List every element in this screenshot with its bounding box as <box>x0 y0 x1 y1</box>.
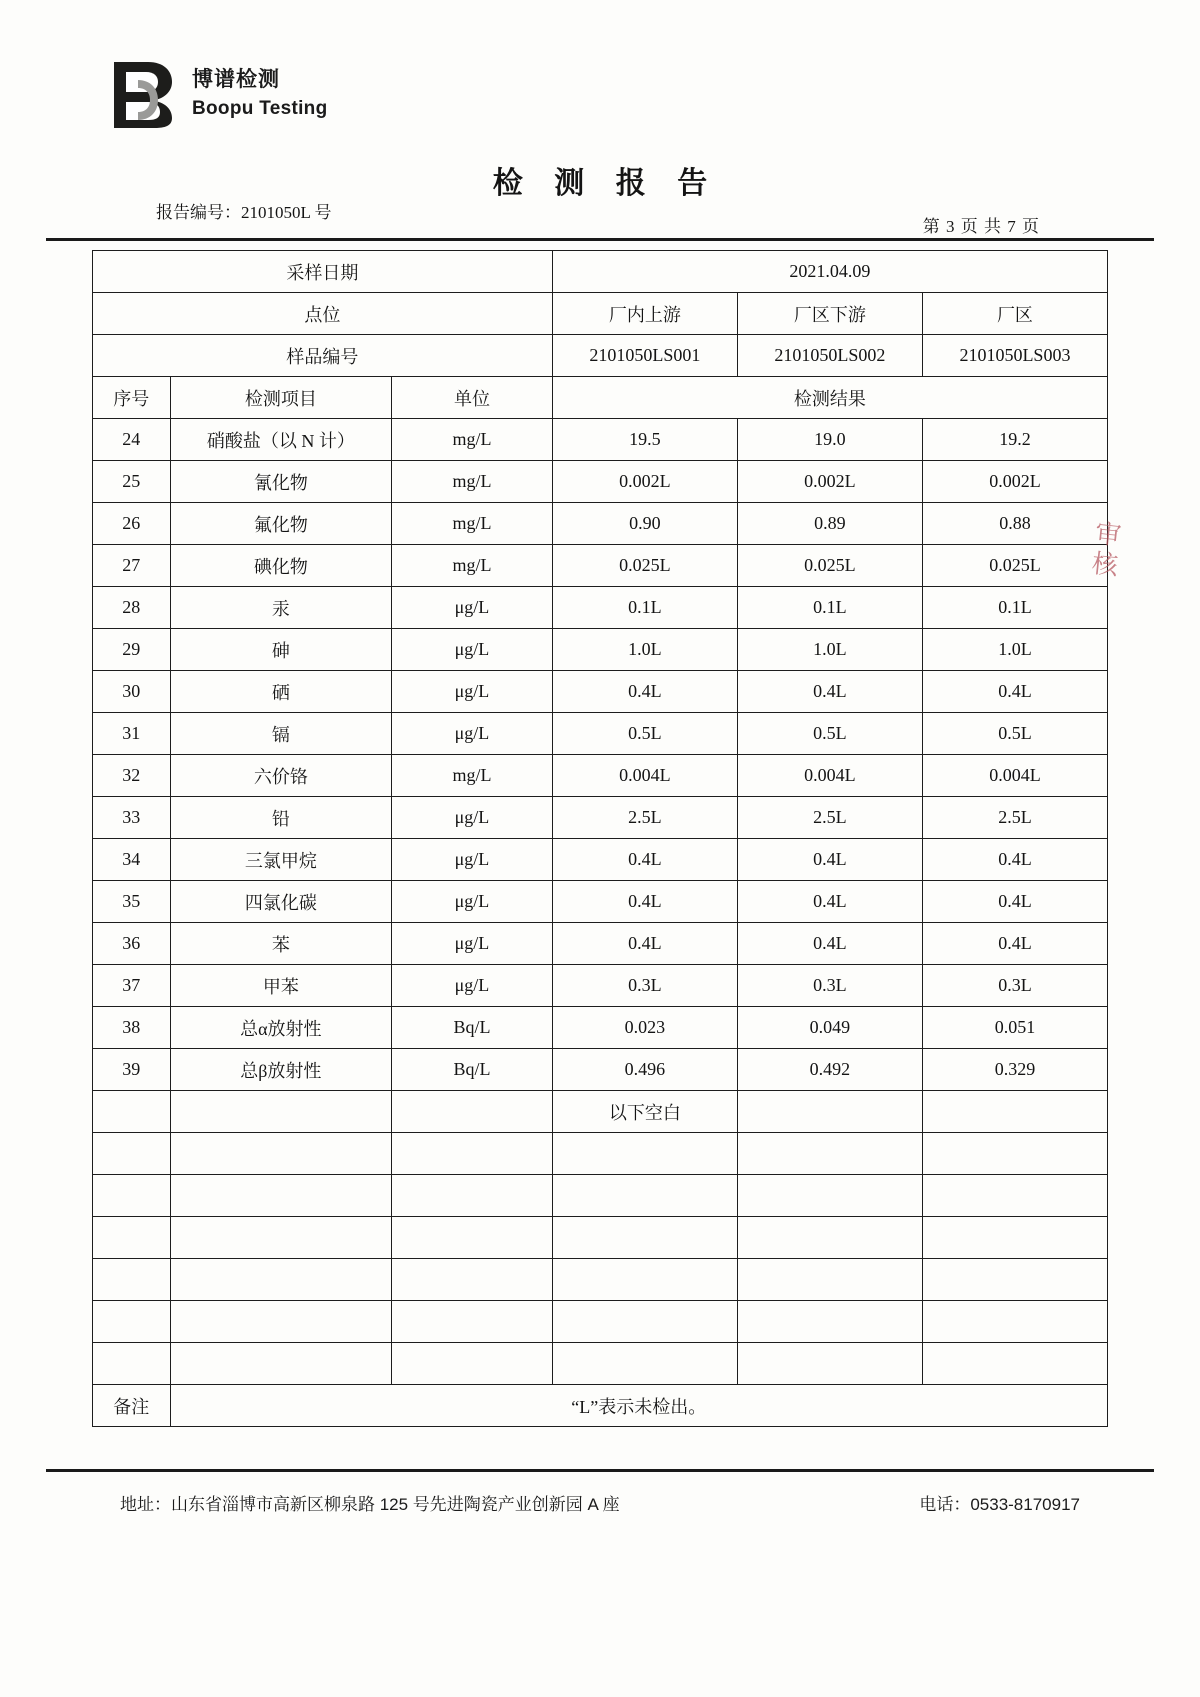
brand-text <box>192 67 327 121</box>
point-value-2: 厂区下游 <box>737 293 922 335</box>
cell-item: 氰化物 <box>170 461 392 503</box>
cell-index: 34 <box>93 839 171 881</box>
cell-result-2: 0.049 <box>737 1007 922 1049</box>
empty-cell <box>737 1259 922 1301</box>
cell-result-2: 0.4L <box>737 671 922 713</box>
page-number: 第 3 页 共 7 页 <box>922 217 1040 236</box>
cell-result-1: 0.3L <box>552 965 737 1007</box>
cell-result-2: 0.5L <box>737 713 922 755</box>
cell-item: 硝酸盐（以 N 计） <box>170 419 392 461</box>
empty-cell <box>392 1217 553 1259</box>
cell-result-2: 1.0L <box>737 629 922 671</box>
cell-result-3: 0.4L <box>922 923 1107 965</box>
cell-item: 铅 <box>170 797 392 839</box>
table-header-row <box>93 377 1108 419</box>
cell-index: 30 <box>93 671 171 713</box>
cell-index: 38 <box>93 1007 171 1049</box>
sample-no-1: 2101050LS001 <box>552 335 737 377</box>
cell-unit: μg/L <box>392 671 553 713</box>
empty-cell <box>93 1259 171 1301</box>
sampling-date-value: 2021.04.09 <box>552 251 1107 293</box>
cell-result-1: 0.1L <box>552 587 737 629</box>
point-value-3: 厂区 <box>922 293 1107 335</box>
table-row <box>93 881 1108 923</box>
sample-no-label: 样品编号 <box>93 335 553 377</box>
cell-index: 35 <box>93 881 171 923</box>
cell-result-2: 0.002L <box>737 461 922 503</box>
empty-cell <box>392 1301 553 1343</box>
cell-unit: μg/L <box>392 965 553 1007</box>
empty-cell <box>552 1301 737 1343</box>
table-row-empty <box>93 1343 1108 1385</box>
empty-cell <box>552 1175 737 1217</box>
cell-index: 32 <box>93 755 171 797</box>
report-number: 报告编号：2101050L 号 <box>156 203 332 222</box>
table-row <box>93 419 1108 461</box>
header-divider <box>46 238 1154 241</box>
cell-result-3: 2.5L <box>922 797 1107 839</box>
point-label: 点位 <box>93 293 553 335</box>
cell-result-1: 1.0L <box>552 629 737 671</box>
table-row-empty <box>93 1175 1108 1217</box>
cell-result-1: 0.4L <box>552 881 737 923</box>
cell-result-1: 0.023 <box>552 1007 737 1049</box>
cell-index: 26 <box>93 503 171 545</box>
empty-cell <box>552 1343 737 1385</box>
cell-index: 39 <box>93 1049 171 1091</box>
cell-index: 29 <box>93 629 171 671</box>
cell-result-1: 0.002L <box>552 461 737 503</box>
brand-name-cn: 博谱检测 <box>192 68 280 91</box>
footer <box>120 1490 1080 1515</box>
empty-cell <box>552 1259 737 1301</box>
cell-unit: μg/L <box>392 587 553 629</box>
boopu-logo-icon <box>108 58 176 130</box>
cell-result-2: 0.004L <box>737 755 922 797</box>
empty-cell <box>93 1091 171 1133</box>
cell-result-1: 19.5 <box>552 419 737 461</box>
cell-result-3: 1.0L <box>922 629 1107 671</box>
table-row-points <box>93 293 1108 335</box>
table-row <box>93 755 1108 797</box>
empty-cell <box>922 1217 1107 1259</box>
empty-cell <box>392 1343 553 1385</box>
empty-cell <box>392 1259 553 1301</box>
cell-item: 硒 <box>170 671 392 713</box>
cell-item: 六价铬 <box>170 755 392 797</box>
table-row <box>93 545 1108 587</box>
empty-cell <box>737 1133 922 1175</box>
footer-address: 地址：山东省淄博市高新区柳泉路 125 号先进陶瓷产业创新园 A 座 <box>120 1495 620 1514</box>
note-text: “L”表示未检出。 <box>170 1385 1107 1427</box>
cell-item: 四氯化碳 <box>170 881 392 923</box>
cell-result-1: 0.4L <box>552 923 737 965</box>
empty-cell <box>392 1091 553 1133</box>
empty-cell <box>922 1343 1107 1385</box>
cell-item: 砷 <box>170 629 392 671</box>
cell-item: 氟化物 <box>170 503 392 545</box>
cell-unit: μg/L <box>392 881 553 923</box>
cell-result-3: 0.4L <box>922 881 1107 923</box>
cell-item: 三氯甲烷 <box>170 839 392 881</box>
letterhead <box>108 58 327 130</box>
empty-cell <box>170 1091 392 1133</box>
cell-index: 25 <box>93 461 171 503</box>
cell-result-1: 0.496 <box>552 1049 737 1091</box>
table-row-note <box>93 1385 1108 1427</box>
footer-phone: 电话：0533-8170917 <box>919 1495 1080 1514</box>
cell-result-3: 0.4L <box>922 839 1107 881</box>
table-row <box>93 629 1108 671</box>
reviewer-handwriting-annotation: 审核 <box>1086 518 1123 582</box>
table-row-blank-marker <box>93 1091 1108 1133</box>
column-header-item: 检测项目 <box>170 377 392 419</box>
cell-unit: mg/L <box>392 503 553 545</box>
cell-result-3: 0.004L <box>922 755 1107 797</box>
empty-cell <box>93 1343 171 1385</box>
cell-item: 总α放射性 <box>170 1007 392 1049</box>
table-row-sample-no <box>93 335 1108 377</box>
cell-unit: mg/L <box>392 461 553 503</box>
sample-no-2: 2101050LS002 <box>737 335 922 377</box>
cell-item: 碘化物 <box>170 545 392 587</box>
cell-unit: mg/L <box>392 755 553 797</box>
cell-unit: μg/L <box>392 713 553 755</box>
empty-cell <box>93 1301 171 1343</box>
cell-result-2: 0.492 <box>737 1049 922 1091</box>
point-value-1: 厂内上游 <box>552 293 737 335</box>
table-row <box>93 587 1108 629</box>
cell-result-2: 0.4L <box>737 839 922 881</box>
cell-index: 31 <box>93 713 171 755</box>
table-row-empty <box>93 1259 1108 1301</box>
empty-cell <box>93 1175 171 1217</box>
table-row-sampling-date <box>93 251 1108 293</box>
cell-index: 37 <box>93 965 171 1007</box>
cell-unit: μg/L <box>392 797 553 839</box>
empty-cell <box>737 1175 922 1217</box>
cell-result-1: 0.5L <box>552 713 737 755</box>
empty-cell <box>170 1301 392 1343</box>
empty-cell <box>170 1133 392 1175</box>
column-header-unit: 单位 <box>392 377 553 419</box>
empty-cell <box>737 1091 922 1133</box>
empty-cell <box>737 1301 922 1343</box>
table-row <box>93 1049 1108 1091</box>
cell-item: 总β放射性 <box>170 1049 392 1091</box>
empty-cell <box>170 1175 392 1217</box>
cell-result-3: 0.4L <box>922 671 1107 713</box>
empty-cell <box>922 1301 1107 1343</box>
cell-index: 27 <box>93 545 171 587</box>
cell-unit: μg/L <box>392 839 553 881</box>
table-row-empty <box>93 1301 1108 1343</box>
empty-cell <box>392 1133 553 1175</box>
cell-unit: mg/L <box>392 545 553 587</box>
empty-cell <box>737 1217 922 1259</box>
cell-result-1: 0.004L <box>552 755 737 797</box>
page-title: 检 测 报 告 <box>492 167 720 200</box>
cell-result-1: 0.90 <box>552 503 737 545</box>
table-row <box>93 671 1108 713</box>
empty-cell <box>170 1259 392 1301</box>
cell-unit: μg/L <box>392 629 553 671</box>
empty-cell <box>93 1217 171 1259</box>
table-row <box>93 713 1108 755</box>
table-row <box>93 797 1108 839</box>
empty-cell <box>737 1343 922 1385</box>
empty-cell <box>922 1133 1107 1175</box>
cell-result-3: 0.002L <box>922 461 1107 503</box>
table-row-empty <box>93 1217 1108 1259</box>
note-label: 备注 <box>93 1385 171 1427</box>
empty-cell <box>392 1175 553 1217</box>
cell-result-1: 0.4L <box>552 839 737 881</box>
empty-cell <box>922 1259 1107 1301</box>
cell-result-3: 0.1L <box>922 587 1107 629</box>
footer-divider <box>46 1469 1154 1472</box>
cell-result-3: 0.88 <box>922 503 1107 545</box>
sample-no-3: 2101050LS003 <box>922 335 1107 377</box>
cell-index: 28 <box>93 587 171 629</box>
empty-cell <box>93 1133 171 1175</box>
cell-result-3: 19.2 <box>922 419 1107 461</box>
cell-result-1: 0.025L <box>552 545 737 587</box>
cell-result-3: 0.025L <box>922 545 1107 587</box>
table-row <box>93 923 1108 965</box>
cell-result-3: 0.329 <box>922 1049 1107 1091</box>
cell-index: 24 <box>93 419 171 461</box>
cell-result-2: 0.89 <box>737 503 922 545</box>
table-row <box>93 839 1108 881</box>
empty-cell <box>922 1091 1107 1133</box>
table-row-empty <box>93 1133 1108 1175</box>
cell-unit: Bq/L <box>392 1007 553 1049</box>
sampling-date-label: 采样日期 <box>93 251 553 293</box>
cell-item: 甲苯 <box>170 965 392 1007</box>
column-header-index: 序号 <box>93 377 171 419</box>
empty-cell <box>552 1133 737 1175</box>
table-row <box>93 503 1108 545</box>
table-row <box>93 461 1108 503</box>
empty-cell <box>922 1175 1107 1217</box>
blank-marker-text: 以下空白 <box>552 1091 737 1133</box>
brand-name-en: Boopu Testing <box>192 98 328 120</box>
cell-item: 苯 <box>170 923 392 965</box>
cell-index: 33 <box>93 797 171 839</box>
cell-result-3: 0.5L <box>922 713 1107 755</box>
cell-result-1: 0.4L <box>552 671 737 713</box>
cell-result-2: 19.0 <box>737 419 922 461</box>
cell-result-2: 0.4L <box>737 923 922 965</box>
cell-unit: mg/L <box>392 419 553 461</box>
cell-item: 汞 <box>170 587 392 629</box>
empty-cell <box>552 1217 737 1259</box>
empty-cell <box>170 1217 392 1259</box>
cell-result-3: 0.3L <box>922 965 1107 1007</box>
cell-result-3: 0.051 <box>922 1007 1107 1049</box>
cell-result-2: 0.3L <box>737 965 922 1007</box>
cell-unit: μg/L <box>392 923 553 965</box>
column-header-results: 检测结果 <box>552 377 1107 419</box>
cell-result-2: 0.4L <box>737 881 922 923</box>
cell-unit: Bq/L <box>392 1049 553 1091</box>
cell-result-1: 2.5L <box>552 797 737 839</box>
table-row <box>93 965 1108 1007</box>
cell-result-2: 0.025L <box>737 545 922 587</box>
cell-result-2: 2.5L <box>737 797 922 839</box>
cell-result-2: 0.1L <box>737 587 922 629</box>
table-row <box>93 1007 1108 1049</box>
cell-item: 镉 <box>170 713 392 755</box>
cell-index: 36 <box>93 923 171 965</box>
empty-cell <box>170 1343 392 1385</box>
results-table <box>92 250 1108 1427</box>
